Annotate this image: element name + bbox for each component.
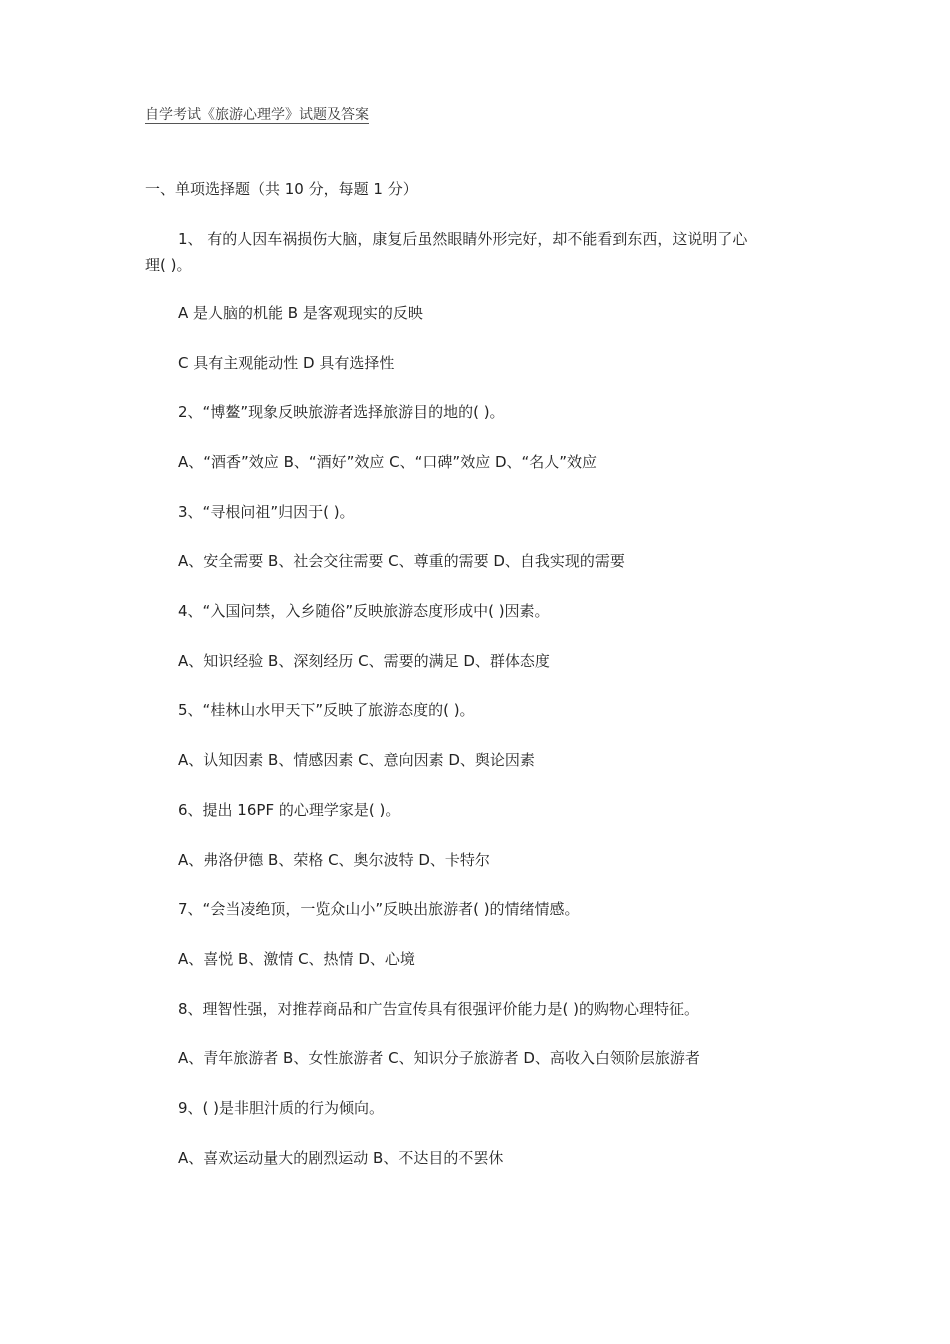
question-6-options: A、弗洛伊德 B、荣格 C、奥尔波特 D、卡特尔 [178, 851, 490, 869]
question-2-options: A、“酒香”效应 B、“酒好”效应 C、“口碑”效应 D、“名人”效应 [178, 453, 598, 471]
question-5-text: 5、“桂林山水甲天下”反映了旅游态度的( )。 [178, 701, 475, 719]
question-4-text: 4、“入国问禁，入乡随俗”反映旅游态度形成中( )因素。 [178, 602, 550, 620]
question-9-text: 9、( )是非胆汁质的行为倾向。 [178, 1099, 385, 1117]
question-3-text: 3、“寻根问祖”归因于( )。 [178, 503, 355, 521]
section-heading: 一、单项选择题（共 10 分，每题 1 分） [145, 180, 418, 198]
question-1-options-ab: A 是人脑的机能 B 是客观现实的反映 [178, 304, 423, 322]
question-2-text: 2、“博鳌”现象反映旅游者选择旅游目的地的( )。 [178, 403, 505, 421]
question-7-options: A、喜悦 B、激情 C、热情 D、心境 [178, 950, 415, 968]
question-4-options: A、知识经验 B、深刻经历 C、需要的满足 D、群体态度 [178, 652, 550, 670]
question-1-text-cont: 理( )。 [145, 256, 192, 274]
question-8-text: 8、理智性强，对推荐商品和广告宣传具有很强评价能力是( )的购物心理特征。 [178, 1000, 700, 1018]
question-1-options-cd: C 具有主观能动性 D 具有选择性 [178, 354, 395, 372]
question-8-options: A、青年旅游者 B、女性旅游者 C、知识分子旅游者 D、高收入白领阶层旅游者 [178, 1049, 700, 1067]
question-3-options: A、安全需要 B、社会交往需要 C、尊重的需要 D、自我实现的需要 [178, 552, 625, 570]
question-7-text: 7、“会当凌绝顶，一览众山小”反映出旅游者( )的情绪情感。 [178, 900, 580, 918]
question-9-options: A、喜欢运动量大的剧烈运动 B、不达目的不罢休 [178, 1149, 504, 1167]
question-5-options: A、认知因素 B、情感因素 C、意向因素 D、舆论因素 [178, 751, 535, 769]
document-title: 自学考试《旅游心理学》试题及答案 [145, 107, 369, 123]
question-6-text: 6、提出 16PF 的心理学家是( )。 [178, 801, 401, 819]
question-1-text: 1、 有的人因车祸损伤大脑，康复后虽然眼睛外形完好，却不能看到东西，这说明了心 [178, 230, 748, 248]
